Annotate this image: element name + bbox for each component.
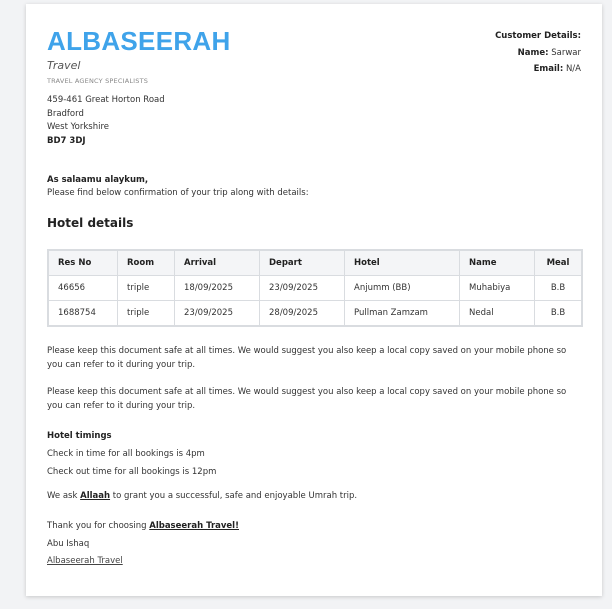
brand-name: ALBASEERAH [47, 26, 231, 56]
notice-paragraph-2: Please keep this document safe at all times. We would suggest you also keep a local copy saved on your mobile phone so you can refer to it during your trip. [47, 387, 567, 411]
hotel-table [47, 249, 583, 327]
albaseerah-travel-link[interactable]: Albaseerah Travel! [149, 521, 239, 531]
col-hotel: Hotel [345, 251, 460, 276]
cell-arrival: 18/09/2025 [175, 276, 260, 301]
cell-name: Muhabiya [460, 276, 535, 301]
table-row [49, 301, 581, 326]
dua-prefix: We ask [47, 491, 81, 501]
notice-paragraph-1: Please keep this document safe at all times. We would suggest you also keep a local copy saved on your mobile phone so you can refer to it during your trip. [47, 346, 567, 370]
cell-room: triple [118, 301, 175, 326]
thanks-prefix: Thank you for choosing [47, 521, 150, 531]
col-name: Name [460, 251, 535, 276]
check-in-time: Check in time for all bookings is 4pm [47, 449, 205, 459]
check-out-time: Check out time for all bookings is 12pm [47, 467, 217, 477]
cell-hotel: Anjumm (BB) [345, 276, 460, 301]
signatory-name: Abu Ishaq [47, 539, 90, 549]
brand-subtitle: Travel [47, 59, 81, 72]
greeting [47, 174, 309, 200]
address-postcode: BD7 3DJ [47, 135, 86, 146]
cell-depart: 28/09/2025 [260, 301, 345, 326]
greeting-salaam: As salaamu alaykum, [47, 175, 149, 185]
col-res-no: Res No [49, 251, 118, 276]
address-line2: Bradford [47, 108, 84, 119]
cell-name: Nedal [460, 301, 535, 326]
customer-email-value: N/A [565, 64, 581, 74]
customer-heading: Customer Details: [495, 31, 581, 41]
hotel-timings-title: Hotel timings [47, 431, 112, 441]
thanks-line [47, 521, 239, 531]
agency-address [47, 94, 165, 148]
customer-details [495, 28, 581, 78]
cell-arrival: 23/09/2025 [175, 301, 260, 326]
table-row [49, 276, 581, 301]
cell-meal: B.B [535, 276, 582, 301]
cell-meal: B.B [550, 308, 566, 318]
dua-suffix: to grant you a successful, safe and enjoyable Umrah trip. [110, 491, 358, 501]
dua-line [47, 491, 357, 501]
cell-room: triple [118, 276, 175, 301]
table-header-row [49, 251, 581, 276]
greeting-intro: Please find below confirmation of your trip along with details: [47, 188, 309, 198]
address-line3: West Yorkshire [47, 122, 109, 132]
customer-name-value: Sarwar [551, 47, 581, 58]
customer-name-label: Name: [517, 47, 549, 58]
hotel-details-title: Hotel details [47, 216, 134, 230]
col-arrival: Arrival [175, 251, 260, 276]
col-room: Room [118, 251, 175, 276]
customer-email-label: Email: [533, 64, 564, 74]
cell-depart: 23/09/2025 [260, 276, 345, 301]
cell-hotel: Pullman Zamzam [345, 301, 460, 326]
brand-tagline: TRAVEL AGENCY SPECIALISTS [47, 77, 149, 85]
company-signature-link[interactable]: Albaseerah Travel [47, 556, 123, 566]
cell-res-no: 46656 [49, 276, 118, 301]
col-meal: Meal [535, 251, 582, 276]
address-line1: 459-461 Great Horton Road [47, 95, 165, 105]
allaah-link[interactable]: Allaah [80, 491, 111, 501]
document-page [26, 4, 602, 596]
col-depart: Depart [260, 251, 345, 276]
cell-res-no: 1688754 [49, 301, 118, 326]
